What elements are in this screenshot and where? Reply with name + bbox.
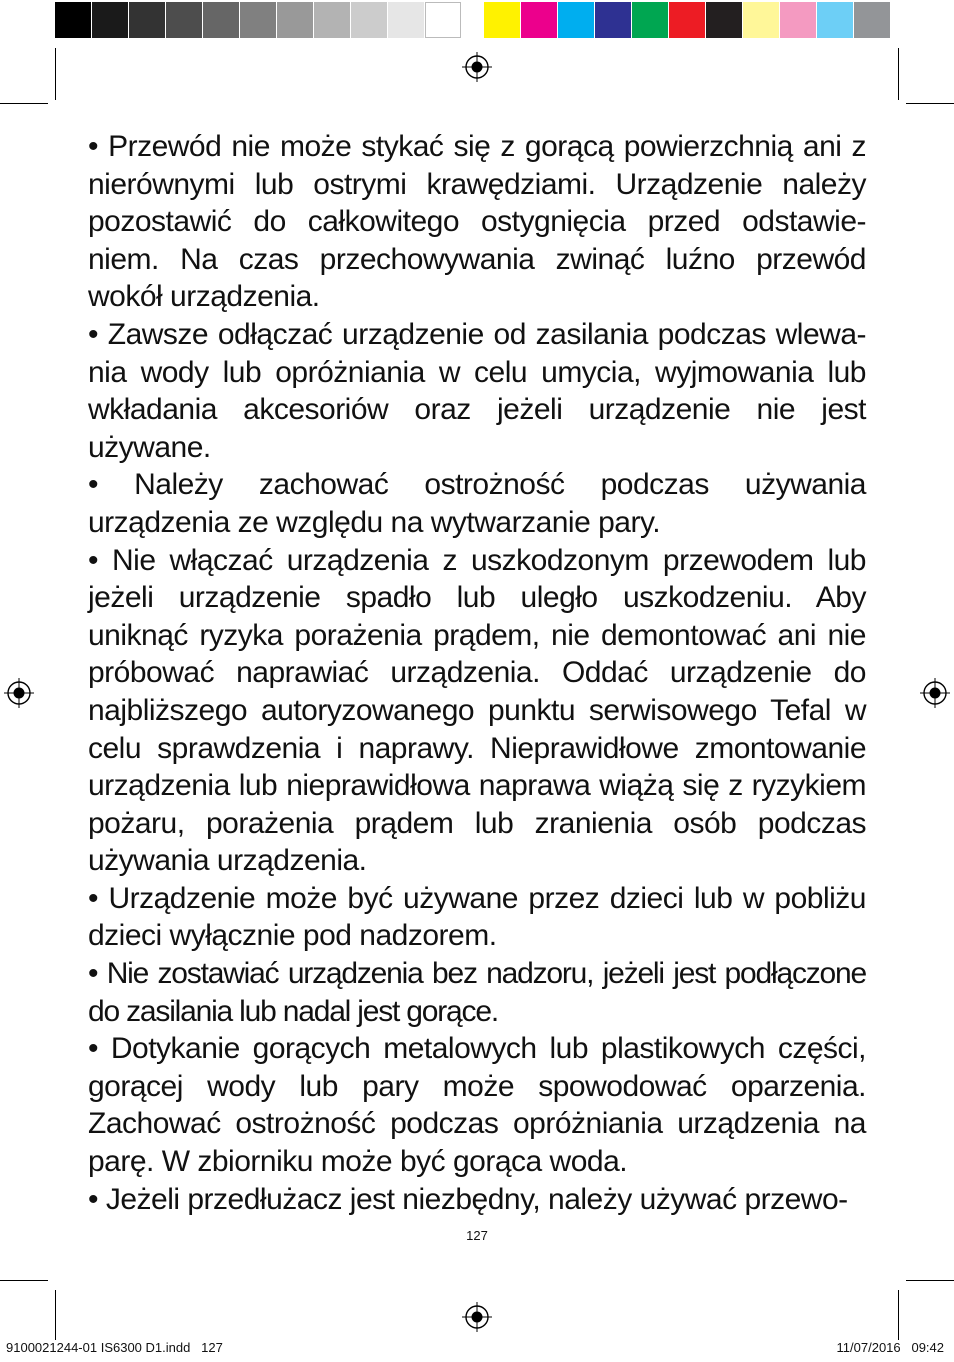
color-swatch — [351, 2, 387, 38]
crop-mark — [0, 103, 48, 104]
registration-mark-icon — [920, 678, 950, 708]
paragraph: • Należy zachować ostrożność podczas używania urządzenia ze względu na wytwarzanie pary. — [88, 468, 866, 539]
color-swatch — [92, 2, 128, 38]
color-swatch — [706, 2, 742, 38]
color-swatch — [632, 2, 668, 38]
crop-mark — [0, 1280, 48, 1281]
color-swatch — [521, 2, 557, 38]
registration-mark-icon — [462, 1302, 492, 1332]
paragraph: • Nie zostawiać urządzenia bez nadzoru, jeżeli jest podłączone do zasilania lub nadal jest gorące. — [88, 957, 866, 1028]
safety-instructions-text — [88, 128, 866, 1218]
slug-file-info: 9100021244-01 IS6300 D1.indd 127 — [6, 1340, 223, 1355]
crop-mark — [55, 1290, 56, 1340]
color-swatch — [817, 2, 853, 38]
color-swatch — [484, 2, 520, 38]
crop-mark — [898, 48, 899, 100]
color-swatch — [277, 2, 313, 38]
crop-mark — [898, 1290, 899, 1340]
color-swatch — [240, 2, 276, 38]
process-color-bar — [484, 2, 890, 38]
color-swatch — [669, 2, 705, 38]
color-swatch — [743, 2, 779, 38]
color-swatch — [854, 2, 890, 38]
registration-mark-icon — [462, 52, 492, 82]
color-swatch — [129, 2, 165, 38]
color-swatch — [780, 2, 816, 38]
color-swatch — [203, 2, 239, 38]
crop-mark — [906, 103, 954, 104]
registration-mark-icon — [4, 678, 34, 708]
color-swatch — [558, 2, 594, 38]
paragraph: • Jeżeli przedłużacz jest niezbędny, należy używać przewo- — [88, 1182, 848, 1216]
slug-datetime: 11/07/2016 09:42 — [836, 1340, 944, 1355]
page-number: 127 — [466, 1228, 488, 1243]
paragraph: • Dotykanie gorących metalowych lub plastikowych części, gorącej wody lub pary może spowodować oparzenia. Zachować ostrożność podczas opróżniania urządzenia na parę. W zbiorniku może być gorąca woda. — [88, 1032, 866, 1179]
color-swatch — [55, 2, 91, 38]
color-swatch — [314, 2, 350, 38]
crop-mark — [906, 1280, 954, 1281]
paragraph: • Zawsze odłączać urządzenie od zasilania podczas wlewa-nia wody lub opróżniania w celu umycia, wyjmowania lub wkładania akcesoriów oraz jeżeli urządzenie nie jest używane. — [88, 317, 866, 464]
color-swatch — [595, 2, 631, 38]
color-swatch — [425, 2, 461, 38]
paragraph: • Nie włączać urządzenia z uszkodzonym przewodem lub jeżeli urządzenie spadło lub uległo uszkodzeniu. Aby uniknąć ryzyka porażenia prądem, nie demontować ani nie próbować naprawiać urządzenia. Oddać urządzenie do najbliższego autoryzowanego punktu serwisowego Tefal w celu sprawdzenia i naprawy. Nieprawidłowe zmontowanie urządzenia lub nieprawidłowa naprawa wiążą się z ryzykiem pożaru, porażenia prądem lub zranienia osób podczas używania urządzenia. — [88, 543, 866, 878]
paragraph: • Urządzenie może być używane przez dzieci lub w pobliżu dzieci wyłącznie pod nadzorem. — [88, 881, 866, 953]
color-swatch — [166, 2, 202, 38]
paragraph: • Przewód nie może stykać się z gorącą powierzchnią ani z nierównymi lub ostrymi krawędziami. Urządzenie należy pozostawić do całkowitego ostygnięcia przed odstawie-niem. Na czas przechowywania zwinąć luźno przewód wokół urządzenia. — [88, 130, 866, 314]
crop-mark — [55, 48, 56, 100]
color-swatch — [388, 2, 424, 38]
grayscale-color-bar — [55, 2, 461, 38]
